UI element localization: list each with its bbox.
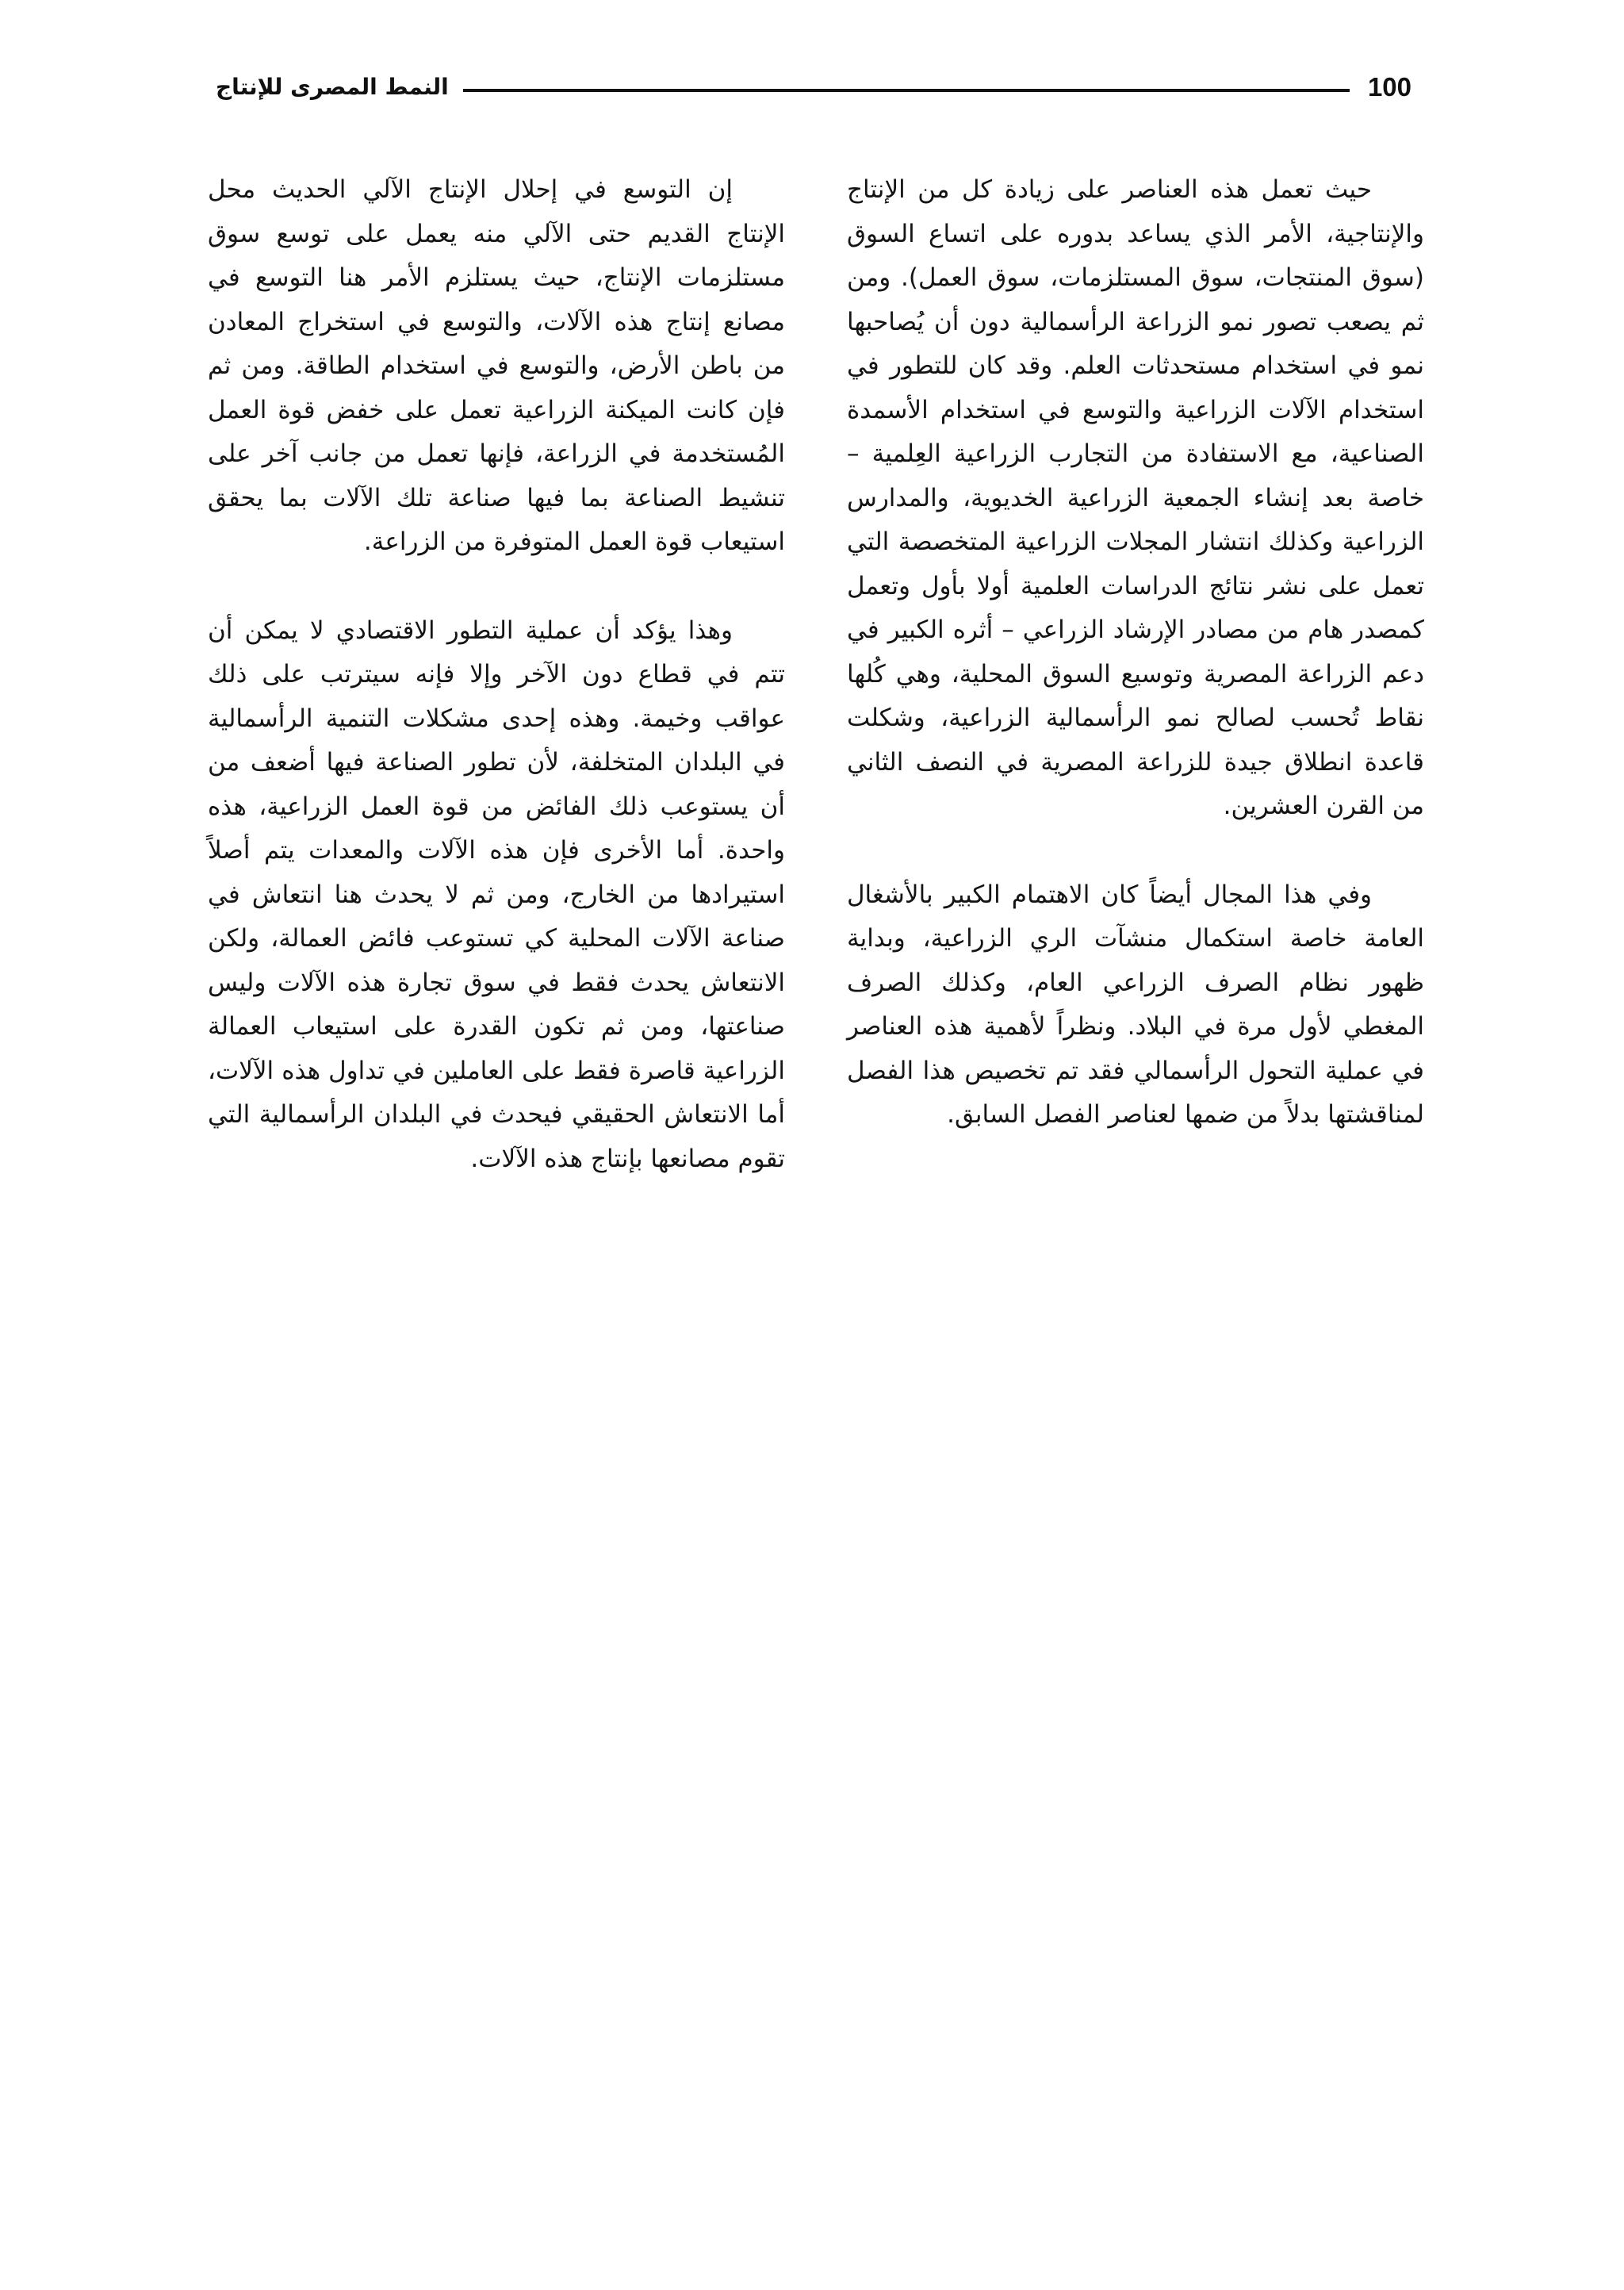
paragraph: حيث تعمل هذه العناصر على زيادة كل من الإنتاج والإنتاجية، الأمر الذي يساعد بدوره على اتساع السوق (سوق المنتجات، سوق المستلزمات، سوق العمل). ومن ثم يصعب تصور نمو الزراعة الرأسمالية دون أن يُصاحبها نمو في استخدام مستحدثات العلم. وقد كان للتطور في استخدام الآلات الزراعية والتوسع في استخدام الأسمدة الصناعية، مع الاستفادة من التجارب الزراعية العِلمية – خاصة بعد إنشاء الجمعية الزراعية الخديوية، والمدارس الزراعية وكذلك انتشار المجلات الزراعية المتخصصة التي تعمل على نشر نتائج الدراسات العلمية أولا بأول وتعمل كمصدر هام من مصادر الإرشاد الزراعي – أثره الكبير في دعم الزراعة المصرية وتوسيع السوق المحلية، وهي كُلها نقاط تُحسب لصالح نمو الرأسمالية الزراعية، وشكلت قاعدة انطلاق جيدة للزراعة المصرية في النصف الثاني من القرن العشرين.: [847, 175, 1424, 820]
paragraph: وهذا يؤكد أن عملية التطور الاقتصادي لا يمكن أن تتم في قطاع دون الآخر وإلا فإنه سيترتب على ذلك عواقب وخيمة. وهذه إحدى مشكلات التنمية الرأسمالية في البلدان المتخلفة، لأن تطور الصناعة فيها أضعف من أن يستوعب ذلك الفائض من قوة العمل الزراعية، هذه واحدة. أما الأخرى فإن هذه الآلات والمعدات يتم أصلاً استيرادها من الخارج، ومن ثم لا يحدث هنا انتعاش في صناعة الآلات المحلية كي تستوعب فائض العمالة، ولكن الانتعاش يحدث فقط في سوق تجارة هذه الآلات وليس صناعتها، ومن ثم تكون القدرة على استيعاب العمالة الزراعية قاصرة فقط على العاملين في تداول هذه الآلات، أما الانتعاش الحقيقي فيحدث في البلدان الرأسمالية التي تقوم مصانعها بإنتاج هذه الآلات.: [208, 616, 785, 1173]
paragraph: وفي هذا المجال أيضاً كان الاهتمام الكبير بالأشغال العامة خاصة استكمال منشآت الري الزراعية، وبداية ظهور نظام الصرف الزراعي العام، وكذلك الصرف المغطي لأول مرة في البلاد. ونظراً لأهمية هذه العناصر في عملية التحول الرأسمالي فقد تم تخصيص هذا الفصل لمناقشتها بدلاً من ضمها لعناصر الفصل السابق.: [847, 880, 1424, 1129]
paragraph: إن التوسع في إحلال الإنتاج الآلي الحديث محل الإنتاج القديم حتى الآلي منه يعمل على توسع سوق مستلزمات الإنتاج، حيث يستلزم الأمر هنا التوسع في مصانع إنتاج هذه الآلات، والتوسع في استخراج المعادن من باطن الأرض، والتوسع في استخدام الطاقة. ومن ثم فإن كانت الميكنة الزراعية تعمل على خفض قوة العمل المُستخدمة في الزراعة، فإنها تعمل من جانب آخر على تنشيط الصناعة بما فيها صناعة تلك الآلات بما يحقق استيعاب قوة العمل المتوفرة من الزراعة.: [208, 175, 785, 556]
header-rule: [463, 89, 1350, 92]
page-header: [216, 67, 1411, 108]
left-text-column: [208, 168, 785, 1181]
running-title: النمط المصرى للإنتاج: [216, 74, 449, 100]
right-text-column: [847, 168, 1424, 1137]
page-number: 100: [1367, 72, 1411, 102]
